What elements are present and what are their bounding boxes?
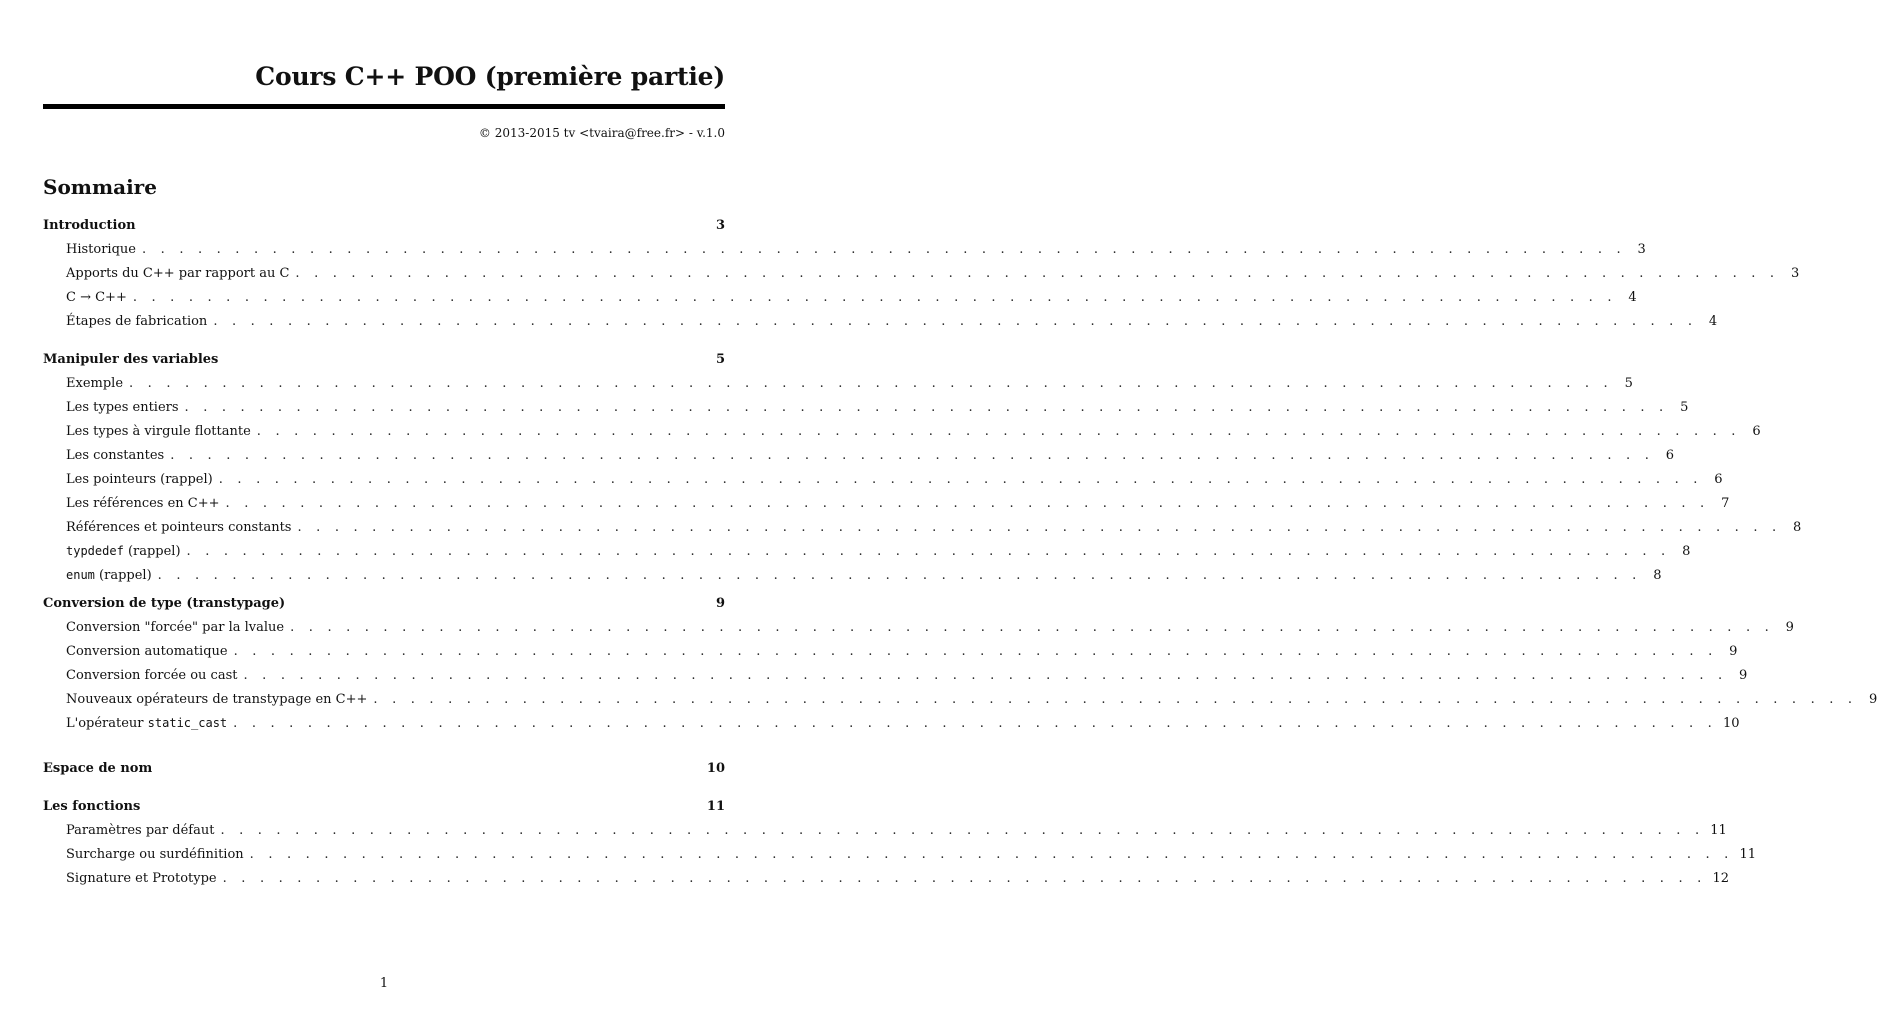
toc-section[interactable] (43, 218, 725, 238)
toc-item-page: 11 (1710, 823, 1727, 838)
toc-item[interactable] (43, 290, 1637, 310)
toc-item-label: Paramètres par défaut (66, 823, 215, 838)
toc-section-page: 5 (715, 352, 725, 367)
toc-item-label: Nouveaux opérateurs de transtypage en C++ (66, 692, 368, 707)
toc-item-page: 9 (1739, 668, 1748, 683)
leader-dots: . . . . . . . . . . . . . . . . . . . . . . . . . . . . . . . . . . . . . . . . . . . . . . . . . . . . . . . . . . . . . . . . . . . . . . . . . . . . . . . . (243, 668, 1728, 683)
toc-item-label: C → C++ (66, 290, 127, 305)
leader-dots: . . . . . . . . . . . . . . . . . . . . . . . . . . . . . . . . . . . . . . . . . . . . . . . . . . . . . . . . . . . . . . . . . . . . . . . . . . . . . . . . (213, 314, 1698, 329)
leader-dots: . . . . . . . . . . . . . . . . . . . . . . . . . . . . . . . . . . . . . . . . . . . . . . . . . . . . . . . . . . . . . . . . . . . . . . . . . . . . . . . . (157, 568, 1642, 583)
toc-item-page: 11 (1739, 847, 1757, 862)
leader-dots: . . . . . . . . . . . . . . . . . . . . . . . . . . . . . . . . . . . . . . . . . . . . . . . . . . . . . . . . . . . . . . . . . . . . . . . . . . . . . . . . (290, 620, 1774, 635)
toc-item-page: 8 (1653, 568, 1662, 583)
toc-item-page: 4 (1628, 290, 1637, 305)
toc-section-page: 9 (715, 596, 725, 611)
toc-item-code: enum (66, 568, 95, 582)
toc-item-page: 9 (1868, 692, 1877, 707)
toc-section-page: 10 (706, 761, 725, 776)
toc-item-label (66, 716, 227, 731)
toc-item[interactable] (43, 871, 1730, 891)
leader-dots: . . . . . . . . . . . . . . . . . . . . . . . . . . . . . . . . . . . . . . . . . . . . . . . . . . . . . . . . . . . . . . . . . . . . . . . . . . . . . . . . (184, 400, 1669, 415)
toc-item[interactable] (43, 823, 1727, 843)
toc-item[interactable] (43, 376, 1633, 396)
toc-item-label: Exemple (66, 376, 124, 391)
leader-dots: . . . . . . . . . . . . . . . . . . . . . . . . . . . . . . . . . . . . . . . . . . . . . . . . . . . . . . . . . . . . . . . . . . . . . . . . . . . . . . . . (132, 290, 1617, 305)
toc-item[interactable] (43, 520, 1802, 540)
toc-item[interactable] (43, 496, 1730, 516)
leader-dots: . . . . . . . . . . . . . . . . . . . . . . . . . . . . . . . . . . . . . . . . . . . . . . . . . . . . . . . . . . . . . . . . . . . . . . . . . . . . . . . . (129, 376, 1613, 391)
toc-item-label: Historique (66, 242, 136, 257)
toc-item-page: 9 (1729, 644, 1738, 659)
toc-item-label: Références et pointeurs constants (66, 520, 292, 535)
title-rule (43, 104, 725, 109)
toc-item-page: 4 (1708, 314, 1718, 329)
toc-item-text: (rappel) (99, 568, 152, 583)
toc-item[interactable] (43, 544, 1691, 564)
toc-item-text: L'opérateur (66, 716, 144, 731)
toc-item[interactable] (43, 314, 1718, 334)
toc-item-label: Surcharge ou surdéfinition (66, 847, 244, 862)
toc-item[interactable] (43, 242, 1646, 262)
toc-item[interactable] (43, 620, 1794, 640)
toc-item[interactable] (43, 847, 1757, 867)
leader-dots: . . . . . . . . . . . . . . . . . . . . . . . . . . . . . . . . . . . . . . . . . . . . . . . . . . . . . . . . . . . . . . . . . . . . . . . . . . . . . . . . (186, 544, 1671, 559)
toc-item-page: 12 (1712, 871, 1730, 886)
toc-item-label: Apports du C++ par rapport au C (66, 266, 290, 281)
leader-dots: . . . . . . . . . . . . . . . . . . . . . . . . . . . . . . . . . . . . . . . . . . . . . . . . . . . . . . . . . . . . . . . . . . . . . . . . . . . . . . . . (233, 716, 1717, 731)
leader-dots: . . . . . . . . . . . . . . . . . . . . . . . . . . . . . . . . . . . . . . . . . . . . . . . . . . . . . . . . . . . . . . . . . . . . . . . . . . . . . . . . (233, 644, 1718, 659)
toc-item[interactable] (43, 424, 1761, 444)
toc-item-page: 3 (1637, 242, 1646, 257)
footer-page-number: 1 (379, 976, 389, 991)
leader-dots: . . . . . . . . . . . . . . . . . . . . . . . . . . . . . . . . . . . . . . . . . . . . . . . . . . . . . . . . . . . . . . . . . . . . . . . . . . . . . . . . (220, 823, 1705, 838)
toc-item-label (66, 544, 181, 559)
toc-item-label: Les pointeurs (rappel) (66, 472, 213, 487)
toc-section[interactable] (43, 799, 725, 819)
leader-dots: . . . . . . . . . . . . . . . . . . . . . . . . . . . . . . . . . . . . . . . . . . . . . . . . . . . . . . . . . . . . . . . . . . . . . . . . . . . . . . . . (256, 424, 1741, 439)
toc-item-page: 5 (1624, 376, 1633, 391)
toc-item[interactable] (43, 400, 1689, 420)
leader-dots: . . . . . . . . . . . . . . . . . . . . . . . . . . . . . . . . . . . . . . . . . . . . . . . . . . . . . . . . . . . . . . . . . . . . . . . . . . . . . . . . (297, 520, 1782, 535)
toc-section-label: Espace de nom (43, 761, 153, 776)
toc-item-page: 6 (1714, 472, 1723, 487)
toc-item-page: 6 (1752, 424, 1761, 439)
toc-item-label: Conversion forcée ou cast (66, 668, 238, 683)
toc-item-text: (rappel) (127, 544, 181, 559)
leader-dots: . . . . . . . . . . . . . . . . . . . . . . . . . . . . . . . . . . . . . . . . . . . . . . . . . . . . . . . . . . . . . . . . . . . . . . . . . . . . . . . . (295, 266, 1780, 281)
toc-section-page: 11 (706, 799, 725, 814)
toc-item-label: Signature et Prototype (66, 871, 217, 886)
toc-section[interactable] (43, 352, 725, 372)
leader-dots: . . . . . . . . . . . . . . . . . . . . . . . . . . . . . . . . . . . . . . . . . . . . . . . . . . . . . . . . . . . . . . . . . . . . . . . . . . . . . . . . (170, 448, 1655, 463)
toc-item[interactable] (43, 568, 1662, 588)
toc-item[interactable] (43, 692, 1877, 712)
toc-item[interactable] (43, 472, 1723, 492)
toc-item-label: Les types entiers (66, 400, 179, 415)
toc-section-label: Manipuler des variables (43, 352, 219, 367)
toc-item[interactable] (43, 266, 1800, 286)
toc-item-label: Conversion automatique (66, 644, 228, 659)
leader-dots: . . . . . . . . . . . . . . . . . . . . . . . . . . . . . . . . . . . . . . . . . . . . . . . . . . . . . . . . . . . . . . . . . . . . . . . . . . . . . . . . (249, 847, 1734, 862)
toc-item-code: static_cast (147, 716, 228, 730)
toc-item-page: 8 (1793, 520, 1802, 535)
toc-section[interactable] (43, 761, 725, 781)
toc-item-label: Les références en C++ (66, 496, 220, 511)
toc-item-label: Étapes de fabrication (66, 314, 208, 329)
toc-item-label: Les types à virgule flottante (66, 424, 251, 439)
toc-item[interactable] (43, 644, 1738, 664)
toc-heading: Sommaire (43, 175, 157, 199)
toc-item-page: 9 (1785, 620, 1794, 635)
toc-item[interactable] (43, 668, 1748, 688)
toc-section-label: Les fonctions (43, 799, 141, 814)
leader-dots: . . . . . . . . . . . . . . . . . . . . . . . . . . . . . . . . . . . . . . . . . . . . . . . . . . . . . . . . . . . . . . . . . . . . . . . . . . . . . . . . (225, 496, 1710, 511)
toc-item-code: typdedef (66, 544, 124, 558)
toc-item-page: 10 (1723, 716, 1740, 731)
leader-dots: . . . . . . . . . . . . . . . . . . . . . . . . . . . . . . . . . . . . . . . . . . . . . . . . . . . . . . . . . . . . . . . . . . . . . . . . . . . . . . . . (222, 871, 1707, 886)
toc-item-label: Conversion "forcée" par la lvalue (66, 620, 285, 635)
toc-item[interactable] (43, 716, 1740, 736)
leader-dots: . . . . . . . . . . . . . . . . . . . . . . . . . . . . . . . . . . . . . . . . . . . . . . . . . . . . . . . . . . . . . . . . . . . . . . . . . . . . . . . . (218, 472, 1703, 487)
leader-dots: . . . . . . . . . . . . . . . . . . . . . . . . . . . . . . . . . . . . . . . . . . . . . . . . . . . . . . . . . . . . . . . . . . . . . . . . . . . . . . . . (373, 692, 1858, 707)
toc-item-page: 8 (1682, 544, 1691, 559)
toc-section-page: 3 (715, 218, 725, 233)
toc-item-page: 3 (1790, 266, 1800, 281)
toc-item-page: 7 (1721, 496, 1730, 511)
leader-dots: . . . . . . . . . . . . . . . . . . . . . . . . . . . . . . . . . . . . . . . . . . . . . . . . . . . . . . . . . . . . . . . . . . . . . . . . . . . . . . . . (141, 242, 1626, 257)
toc-section[interactable] (43, 596, 725, 616)
page-title: Cours C++ POO (première partie) (255, 62, 725, 91)
toc-item[interactable] (43, 448, 1675, 468)
toc-section-label: Introduction (43, 218, 136, 233)
toc-item-label (66, 568, 152, 583)
toc-item-label: Les constantes (66, 448, 165, 463)
toc-item-page: 6 (1665, 448, 1675, 463)
copyright-line: © 2013-2015 tv <tvaira@free.fr> - v.1.0 (478, 126, 725, 140)
toc-item-page: 5 (1680, 400, 1689, 415)
toc-section-label: Conversion de type (transtypage) (43, 596, 286, 611)
